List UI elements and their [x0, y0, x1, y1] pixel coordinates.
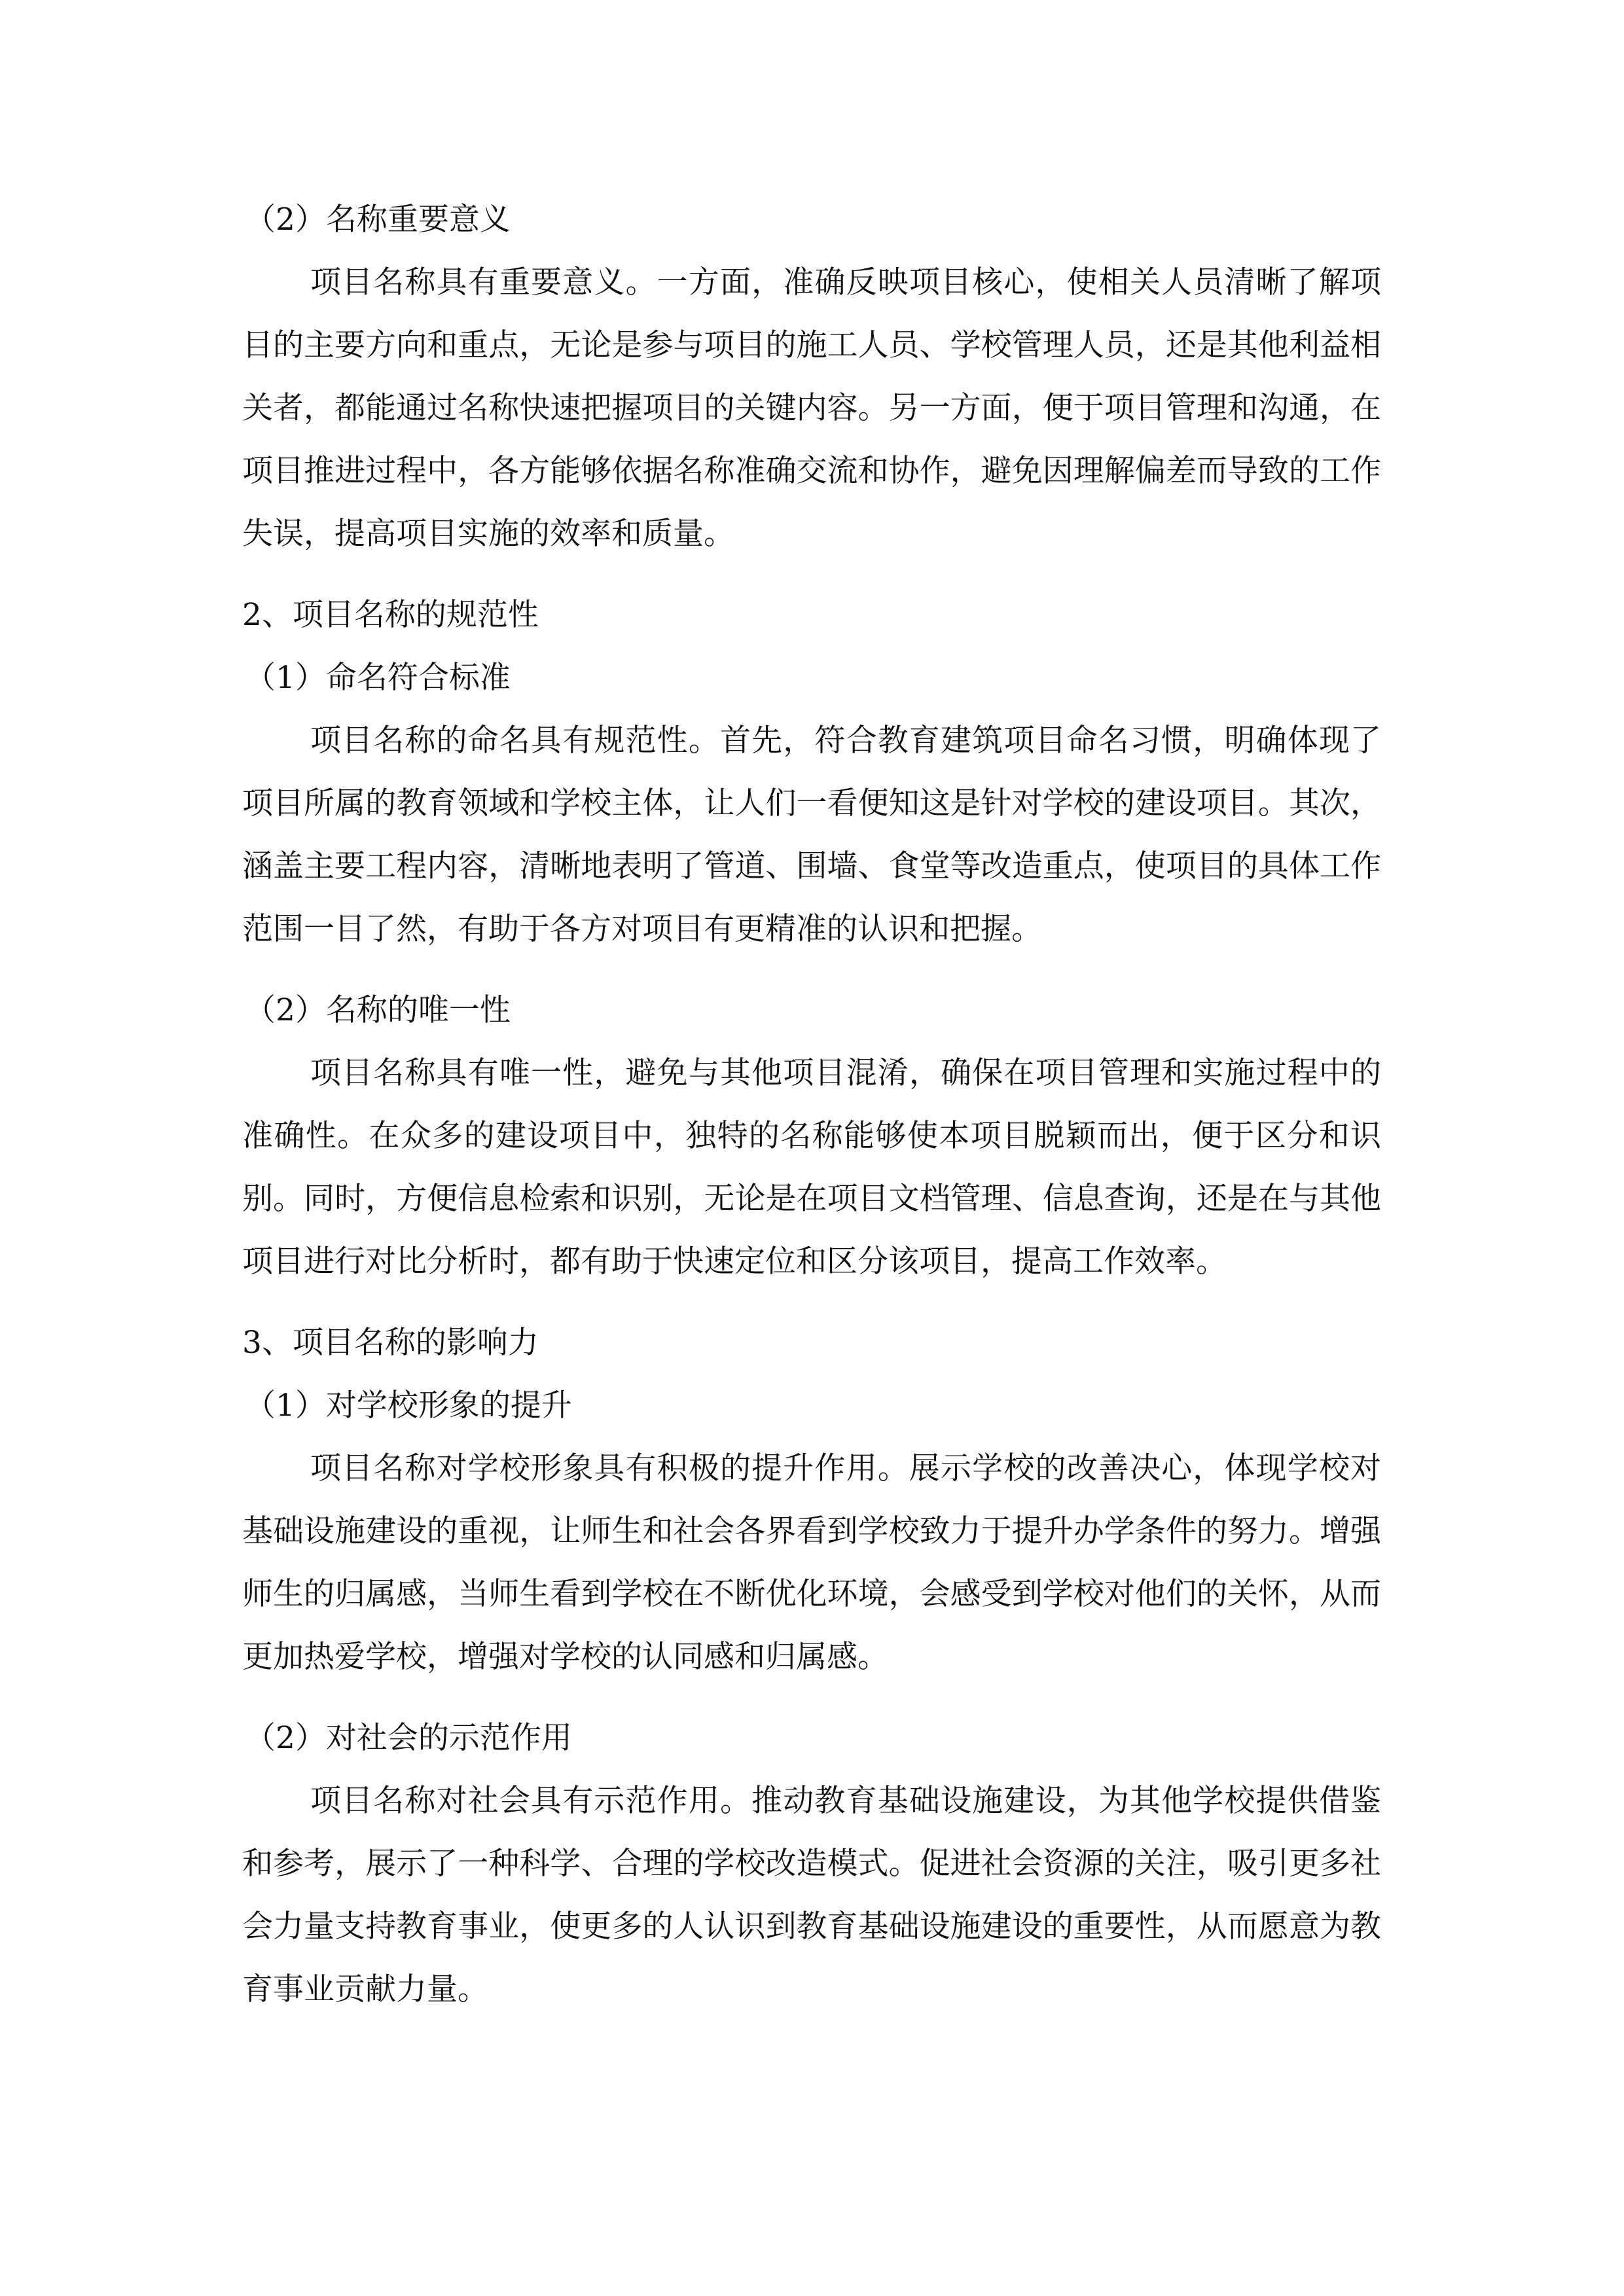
subsection-title-name-significance: （2）名称重要意义 — [245, 202, 511, 238]
section-title-name-influence: 3、项目名称的影响力 — [242, 1325, 539, 1361]
subsection-title-naming-standard: （1）命名符合标准 — [245, 660, 511, 696]
paragraph-name-significance: 项目名称具有重要意义。一方面，准确反映项目核心，使相关人员清晰了解项目的主要方向和重点，无论是参与项目的施工人员、学校管理人员，还是其他利益相关者，都能通过名称快速把握项目的关键内容。另一方面，便于项目管理和沟通，在项目推进过程中，各方能够依据名称准确交流和协作，避免因理解偏差而导致的工作失误，提高项目实施的效率和质量。 — [242, 264, 1381, 552]
subsection-title-school-image: （1）对学校形象的提升 — [245, 1388, 572, 1424]
paragraph-naming-standard: 项目名称的命名具有规范性。首先，符合教育建筑项目命名习惯，明确体现了项目所属的教育领域和学校主体，让人们一看便知这是针对学校的建设项目。其次，涵盖主要工程内容，清晰地表明了管道、围墙、食堂等改造重点，使项目的具体工作范围一目了然，有助于各方对项目有更精准的认识和把握。 — [242, 723, 1381, 947]
section-title-name-normativity: 2、项目名称的规范性 — [242, 597, 539, 633]
paragraph-name-uniqueness: 项目名称具有唯一性，避免与其他项目混淆，确保在项目管理和实施过程中的准确性。在众多的建设项目中，独特的名称能够使本项目脱颖而出，便于区分和识别。同时，方便信息检索和识别，无论是在项目文档管理、信息查询，还是在与其他项目进行对比分析时，都有助于快速定位和区分该项目，提高工作效率。 — [242, 1055, 1381, 1280]
paragraph-social-demonstration: 项目名称对社会具有示范作用。推动教育基础设施建设，为其他学校提供借鉴和参考，展示了一种科学、合理的学校改造模式。促进社会资源的关注，吸引更多社会力量支持教育事业，使更多的人认识到教育基础设施建设的重要性，从而愿意为教育事业贡献力量。 — [242, 1783, 1381, 2007]
subsection-title-social-demonstration: （2）对社会的示范作用 — [245, 1720, 572, 1756]
paragraph-school-image: 项目名称对学校形象具有积极的提升作用。展示学校的改善决心，体现学校对基础设施建设的重视，让师生和社会各界看到学校致力于提升办学条件的努力。增强师生的归属感，当师生看到学校在不断优化环境，会感受到学校对他们的关怀，从而更加热爱学校，增强对学校的认同感和归属感。 — [242, 1450, 1381, 1675]
subsection-title-name-uniqueness: （2）名称的唯一性 — [245, 992, 511, 1028]
document-body — [242, 188, 1381, 2021]
